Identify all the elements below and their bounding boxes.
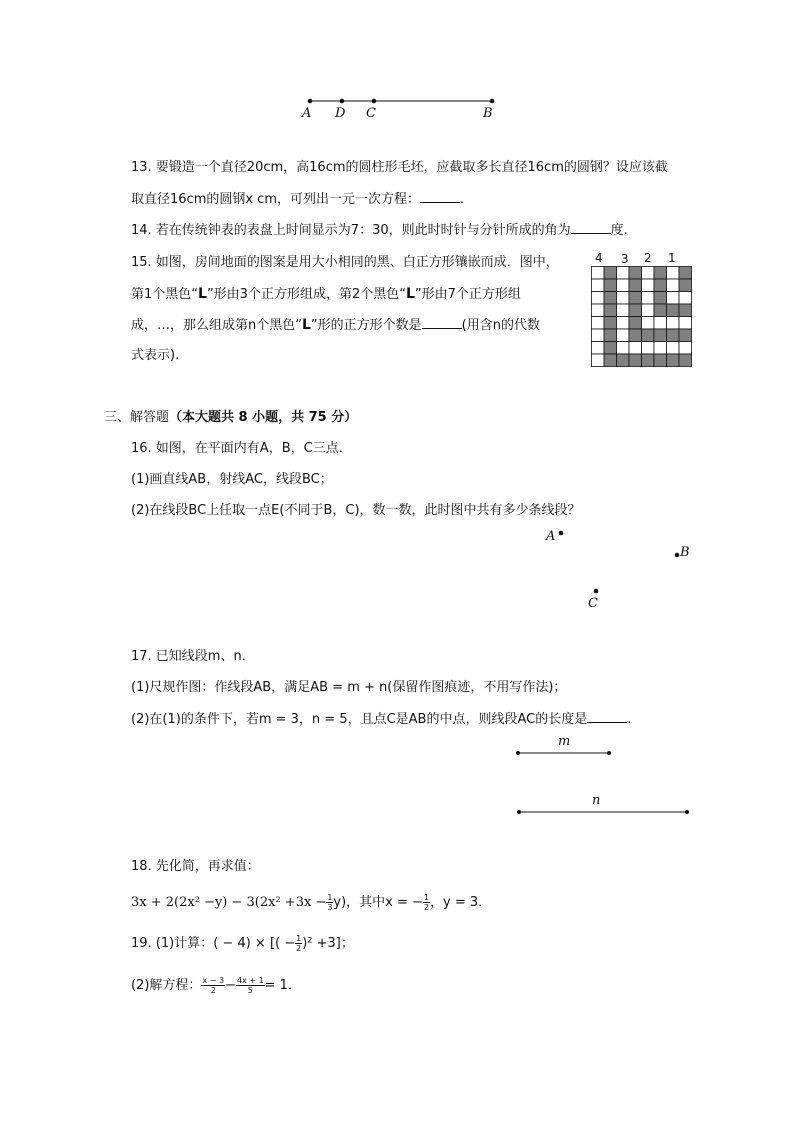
grid-label-4: 4: [595, 251, 603, 265]
q18-expr-a: 3x + 2(2x² −y) − 3(2x² +3x −: [131, 895, 327, 910]
segment-n-endpoint: [685, 810, 689, 814]
frac-numerator: x − 3: [202, 976, 225, 985]
frac-denominator: 3: [327, 903, 333, 912]
fraction-x-minus-3-over-2: [201, 976, 225, 995]
grid-label-3: 3: [621, 252, 629, 266]
q15-line1: 15. 如图，房间地面的图案是用大小相同的黑、白正方形镶嵌而成．图中，: [131, 255, 559, 270]
q13-line1: 13. 要锻造一个直径20cm，高16cm的圆柱形毛坯，应截取多长直径16cm的圆钢？设应该截: [131, 160, 668, 175]
l-shape-glyph: L: [405, 286, 415, 302]
q19-line1b: )² +3]；: [302, 936, 354, 951]
q19-line1a: 19. (1)计算：( − 4) × [( −: [131, 936, 296, 951]
q15-line3b: ”形的正方形个数是: [310, 318, 422, 333]
l-shape-glyph: L: [198, 286, 207, 302]
q18-line1: 18. 先化简，再求值：: [131, 859, 260, 874]
q19-line2a: (2)解方程：: [131, 978, 202, 993]
fraction-4x-plus-1-over-5: [236, 976, 265, 995]
label-n: n: [592, 793, 601, 808]
q19-line2b: = 1．: [264, 978, 301, 993]
q19-line2: [131, 976, 301, 995]
q16-line2: (1)画直线AB，射线AC，线段BC；: [131, 472, 333, 487]
q16-line3: (2)在线段BC上任取一点E(不同于B，C)，数一数，此时图中共有多少条线段？: [131, 503, 581, 518]
q18-expr-c: ，y = 3．: [430, 895, 492, 910]
frac-numerator: 1: [327, 893, 333, 902]
frac-numerator: 1: [296, 934, 302, 943]
q15-line2c: ”形由7个正方形组: [414, 287, 521, 302]
label-a: A: [302, 106, 312, 121]
q19-line1: [131, 934, 354, 953]
grid-label-1: 1: [668, 251, 676, 265]
q18-expr-b: y)，其中x = −: [333, 895, 423, 910]
q17-line1: 17. 已知线段m、n．: [131, 649, 255, 664]
segment-n-endpoint: [517, 810, 521, 814]
q15-line3a: 成，…，那么组成第n个黑色“: [131, 318, 302, 333]
q17-line3-end: .: [627, 712, 632, 727]
fraction-one-half: [423, 893, 430, 912]
frac-denominator: 2: [296, 944, 302, 953]
q14-text: 14. 若在传统钟表的表盘上时间显示为7：30，则此时时针与分针所成的角为: [131, 223, 571, 238]
minus-sign: −: [225, 978, 236, 993]
frac-numerator: 4x + 1: [236, 976, 264, 985]
segment-m-endpoint: [516, 751, 520, 755]
label-a: A: [546, 529, 556, 544]
q15-line3c: (用含n的代数: [461, 318, 540, 333]
q13-line2-text: 取直径16cm的圆钢x cm，可列出一元一次方程：: [131, 192, 420, 207]
q17-line2: (1)尺规作图：作线段AB，满足AB = m + n(保留作图痕迹，不用写作法)；: [131, 680, 567, 695]
frac-numerator: 1: [423, 893, 430, 902]
l-shape-glyph: L: [301, 317, 311, 333]
segment-m-endpoint: [607, 751, 611, 755]
q18-expression: [131, 893, 491, 912]
q15-line2a: 第1个黑色“: [131, 287, 199, 302]
label-d: D: [335, 106, 346, 121]
label-b: B: [680, 545, 690, 560]
label-c: C: [366, 106, 376, 121]
q14-suffix: 度.: [610, 223, 628, 238]
frac-denominator: 5: [247, 986, 253, 995]
label-c: C: [588, 596, 598, 611]
label-b: B: [483, 106, 493, 121]
section-3-prefix: 三、解答题: [104, 410, 170, 425]
q13-period: .: [460, 192, 465, 207]
q17-line3-text: (2)在(1)的条件下，若m = 3，n = 5，且点C是AB的中点，则线段AC的长度是: [131, 712, 588, 727]
q15-line2b: ”形由3个正方形组成，第2个黑色“: [206, 287, 406, 302]
label-m: m: [558, 734, 571, 749]
q15-line4: 式表示).: [131, 348, 180, 363]
frac-denominator: 2: [210, 986, 216, 995]
section-3-detail: （本大题共 8 小题，共 75 分）: [169, 410, 358, 425]
q16-line1: 16. 如图，在平面内有A，B，C三点．: [131, 441, 352, 456]
frac-denominator: 2: [423, 903, 430, 912]
grid-label-2: 2: [644, 251, 652, 265]
